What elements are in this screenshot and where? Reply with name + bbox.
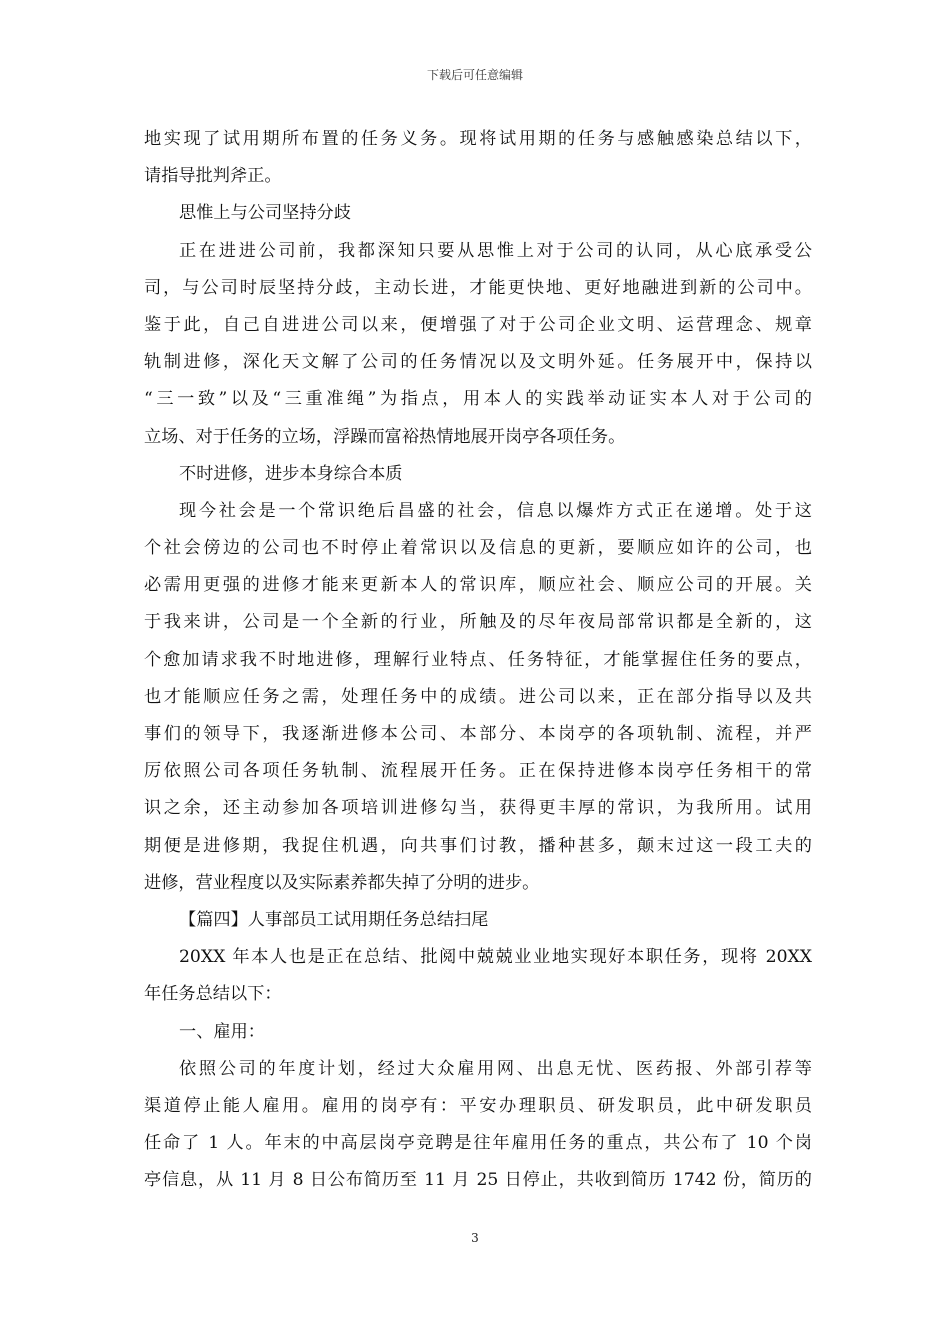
text-line: 司，与公司时辰坚持分歧，主动长进，才能更快地、更好地融进到新的公司中。 <box>144 277 812 298</box>
text-line: 请指导批判斧正。 <box>144 166 282 187</box>
text-line: 渠道停止能人雇用。雇用的岗亭有：平安办理职员、研发职员，此中研发职员 <box>144 1095 812 1116</box>
text-line: 现今社会是一个常识绝后昌盛的社会，信息以爆炸方式正在递增。处于这 <box>179 500 812 521</box>
text-line: 事们的领导下，我逐渐进修本公司、本部分、本岗亭的各项轨制、流程，并严 <box>144 724 812 744</box>
text-line: “三一致”以及“三重准绳”为指点，用本人的实践举动证实本人对于公司的 <box>144 389 812 410</box>
document-body <box>144 121 812 1199</box>
text-line: 年任务总结以下： <box>144 984 282 1005</box>
text-line: 正在进进公司前，我都深知只要从思惟上对于公司的认同，从心底承受公 <box>179 240 812 261</box>
text-line: 任命了 1 人。年末的中高层岗亭竞聘是往年雇用任务的重点，共公布了 10 个岗 <box>144 1133 812 1154</box>
text-line: 厉依照公司各项任务轨制、流程展开任务。正在保持进修本岗亭任务相干的常 <box>144 761 812 782</box>
text-line: 地实现了试用期所布置的任务义务。现将试用期的任务与感触感染总结以下， <box>144 129 812 149</box>
text-line: 不时进修，进步本身综合本质 <box>179 463 403 484</box>
text-line: 期便是进修期，我捉住机遇，向共事们讨教，播种甚多，颠末过这一段工夫的 <box>144 835 812 856</box>
text-line: 依照公司的年度计划，经过大众雇用网、出息无忧、医药报、外部引荐等 <box>179 1058 812 1079</box>
text-line: 进修，营业程度以及实际素养都失掉了分明的进步。 <box>144 872 540 893</box>
page-header: 下载后可任意编辑 <box>426 68 523 82</box>
text-line: 必需用更强的进修才能来更新本人的常识库，顺应社会、顺应公司的开展。关 <box>144 575 812 596</box>
text-line: 20XX 年本人也是正在总结、批阅中兢兢业业地实现好本职任务，现将 20XX <box>179 947 812 968</box>
text-line: 识之余，还主动参加各项培训进修勾当，获得更丰厚的常识，为我所用。试用 <box>144 798 812 819</box>
text-line: 于我来讲，公司是一个全新的行业，所触及的尽年夜局部常识都是全新的，这 <box>144 612 812 633</box>
text-line: 个愈加请求我不时地进修，理解行业特点、任务特征，才能掌握住任务的要点， <box>144 649 812 670</box>
text-line: 也才能顺应任务之需，处理任务中的成绩。进公司以来，正在部分指导以及共 <box>144 686 812 707</box>
text-line: 鉴于此，自己自进进公司以来，便增强了对于公司企业文明、运营理念、规章 <box>144 314 812 335</box>
text-line: 立场、对于任务的立场，浮躁而富裕热情地展开岗亭各项任务。 <box>144 426 626 447</box>
text-line: 个社会傍边的公司也不时停止着常识以及信息的更新，要顺应如许的公司，也 <box>144 538 812 559</box>
text-line: 【篇四】人事部员工试用期任务总结扫尾 <box>179 909 489 930</box>
text-line: 亭信息，从 11 月 8 日公布简历至 11 月 25 日停止，共收到简历 1742 份，简历的 <box>144 1170 812 1191</box>
text-line: 思惟上与公司坚持分歧 <box>179 203 351 224</box>
page-number: 3 <box>471 1231 479 1245</box>
text-line: 一、雇用： <box>179 1021 265 1042</box>
text-line: 轨制进修，深化天文解了公司的任务情况以及文明外延。任务展开中，保持以 <box>144 352 812 373</box>
